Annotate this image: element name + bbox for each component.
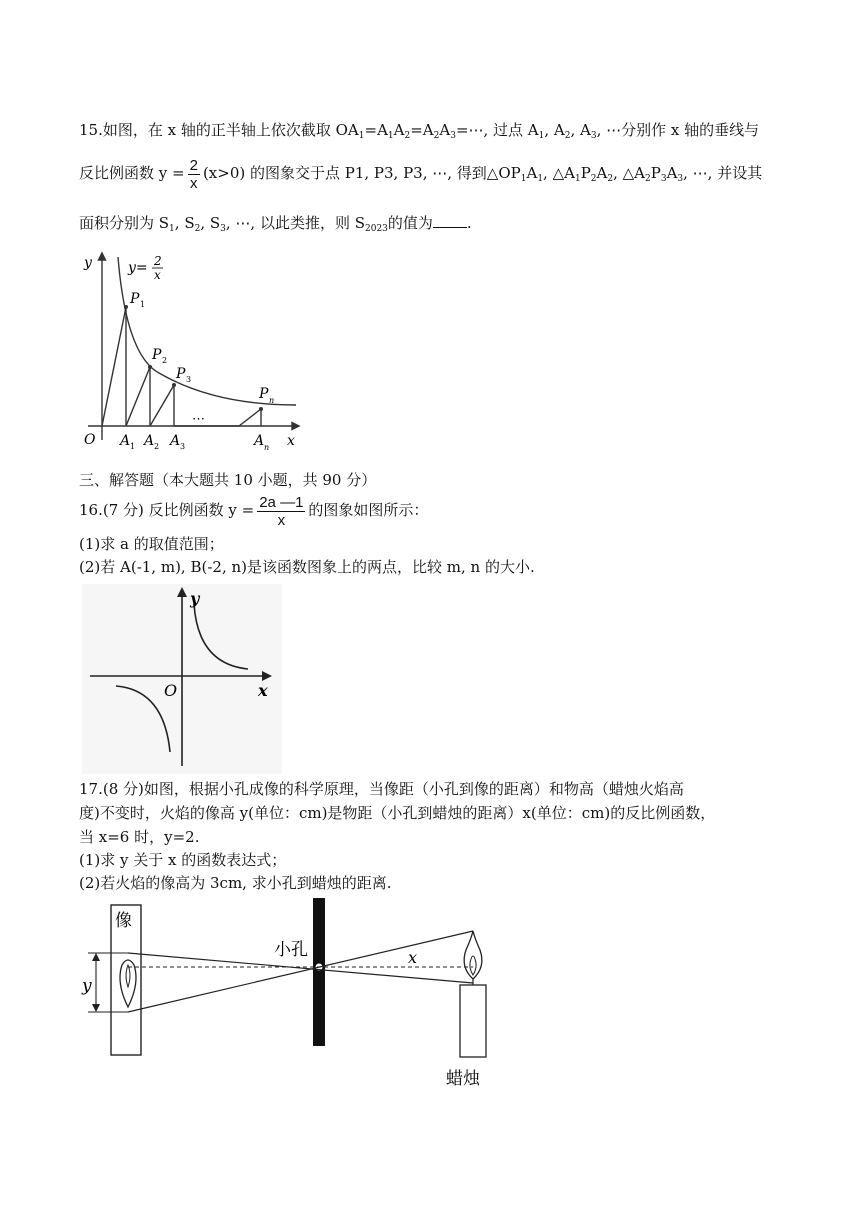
q17-line-2: 度)不变时，火焰的像高 y(单位：cm)是物距（小孔到蜡烛的距离）x(单位：cm)的反比例函数， [79,804,716,822]
q17-line-1: 17.(8 分)如图，根据小孔成像的科学原理，当像距（小孔到像的距离）和物高（蜡烛火焰高 [79,780,684,798]
svg-text:1: 1 [130,442,136,451]
svg-text:3: 3 [180,442,186,451]
x-distance-label: x [408,948,418,967]
y-height-label: y [82,976,92,996]
curve-label: y= [128,260,148,276]
y-axis-label: y [190,589,200,608]
q16-fraction: $\frac{2a —1}{x}$ [259,493,304,529]
svg-text:2: 2 [162,356,168,365]
q16-line-3: (2)若 A(-1, m), B(-2, n)是该函数图象上的两点，比较 m, n 的大小. [79,558,535,576]
svg-text:n: n [264,443,270,452]
origin-label: O [164,681,178,700]
ellipsis: ⋯ [192,412,205,427]
svg-text:x: x [154,268,161,282]
origin-label: O [84,432,96,448]
q17-line-5: (2)若火焰的像高为 3cm, 求小孔到蜡烛的距离. [79,874,392,892]
q15-line-2: 反比例函数 y = $\frac{2}{x}$ (x>0) 的图象交于点 P1, P3, P3, ⋯, 得到$\triangle OP_1A_1$, $\triangle A_1P_2A_2$, $\triangle A_2P_3A_3$, ⋯, 并设其 [79,156,763,192]
y-axis-label: y [84,255,92,271]
q17-line-3: 当 x=6 时，y=2. [79,828,200,846]
figure-16-hyperbola [82,584,282,774]
svg-text:2: 2 [154,442,160,451]
figure-17-pinhole-camera [78,895,508,1095]
q17-line-4: (1)求 y 关于 x 的函数表达式； [79,851,287,869]
svg-text:1: 1 [140,300,146,309]
point-an-label: A [254,433,265,449]
x-axis-label: x [258,681,268,700]
q15-line-1: 15.如图，在 x 轴的正半轴上依次截取 $OA_1=A_1A_2=A_2A_3=\cdots$, 过点 $A_1$, $A_2$, $A_3$, ⋯分别作 x 轴的垂线与 [79,121,760,141]
svg-text:n: n [269,396,275,405]
q16-line-2: (1)求 a 的取值范围； [79,535,224,553]
point-a2-label: A [144,433,155,449]
figure-15-hyperbola-triangles [74,245,314,460]
image-label: 像 [115,911,132,931]
point-p1-label: P [130,291,140,307]
section-3-heading: 三、解答题（本大题共 10 小题，共 90 分） [79,471,377,489]
x-axis-label: x [287,433,295,449]
candle-label: 蜡烛 [446,1069,480,1089]
svg-text:3: 3 [186,375,192,384]
svg-text:2: 2 [154,254,162,268]
point-pn-label: P [259,386,269,402]
point-a1-label: A [120,433,131,449]
point-p2-label: P [152,347,162,363]
q16-line-1: 16.(7 分) 反比例函数 y = $\frac{2a —1}{x}$ 的图象如图所示： [79,493,429,529]
q15-line-3: 面积分别为 $S_1$, $S_2$, $S_3$, ⋯, 以此类推，则 $S_{2023}$的值为 . [79,214,472,234]
point-a3-label: A [170,433,181,449]
answer-blank [433,213,467,228]
q15-fraction: $\frac{2}{x}$ [189,156,198,192]
pinhole-label: 小孔 [274,940,308,960]
point-p3-label: P [176,366,186,382]
